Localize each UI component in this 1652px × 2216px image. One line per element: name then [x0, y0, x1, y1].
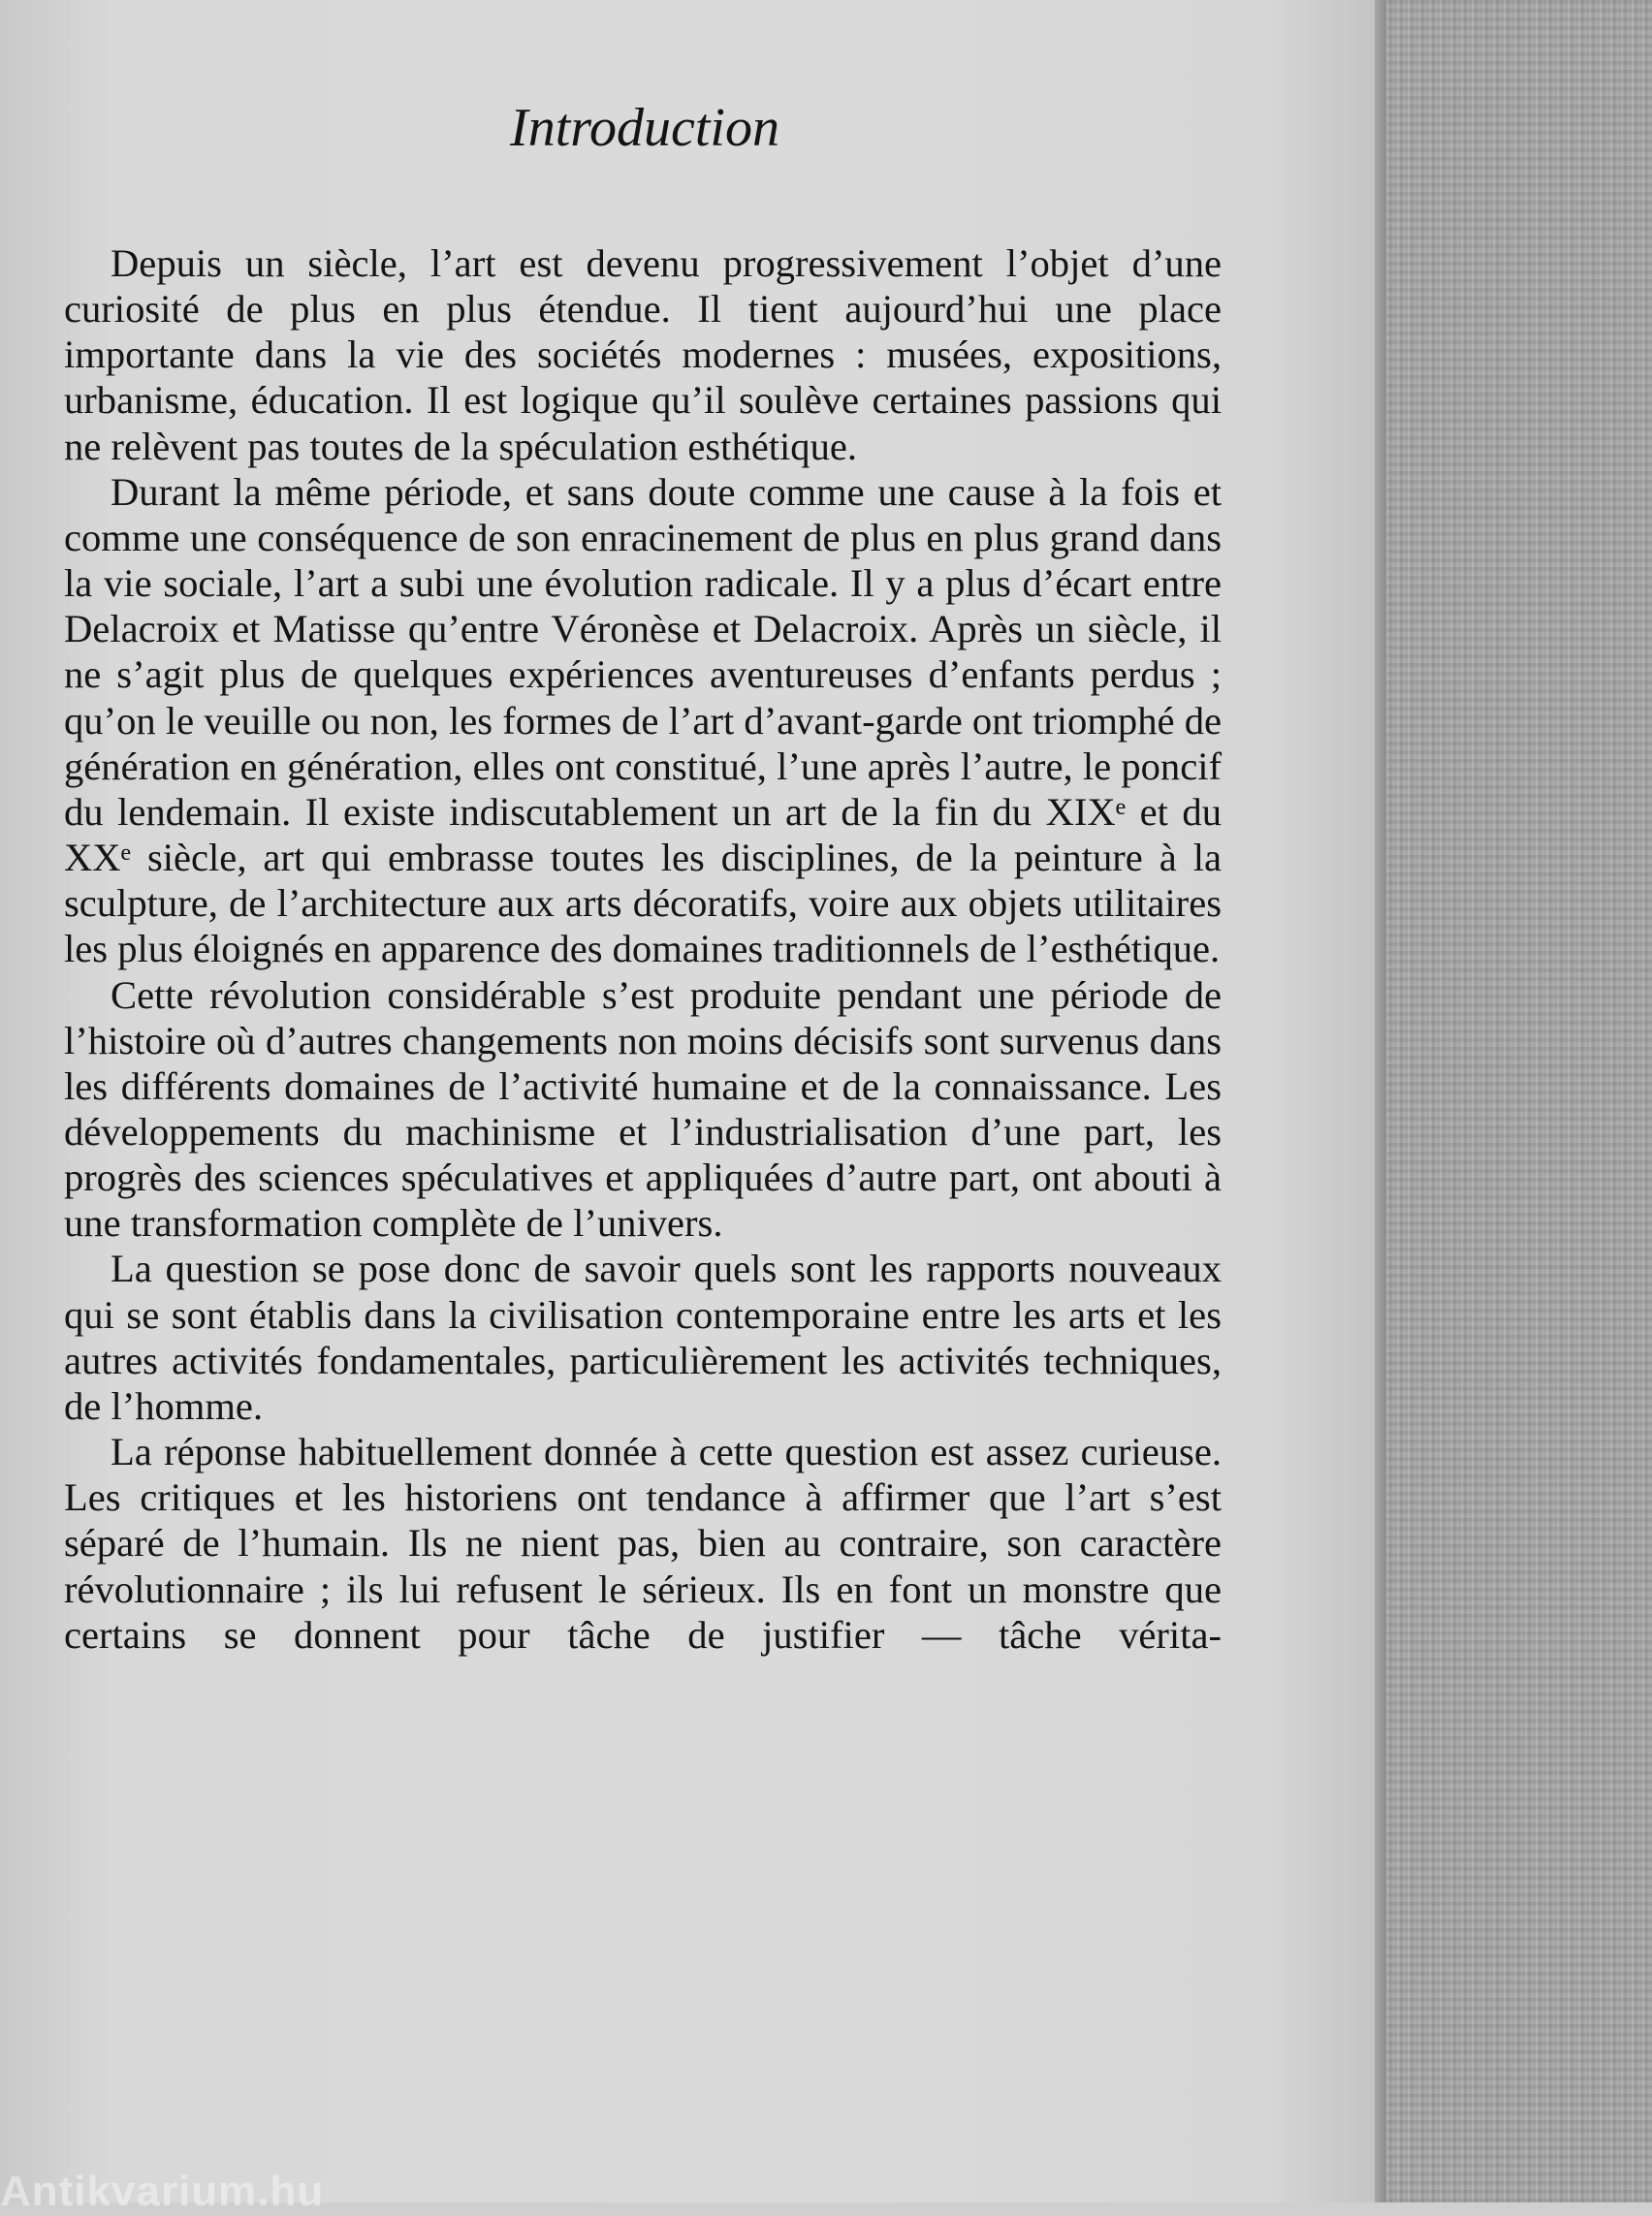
background-surface — [1386, 0, 1652, 2202]
page-edge — [1375, 0, 1386, 2202]
paragraph-1: Depuis un siècle, l’art est devenu progressivement l’objet d’une curiosité de plus en plus étendue. Il tient aujourd’hui une place importante dans la vie des sociétés modernes : musées, expositions, urbanisme, éducation. Il est logique qu’il soulève certaines passions qui ne relèvent pas toutes de la spéculation esthétique. — [64, 241, 1222, 468]
paragraph-2: Durant la même période, et sans doute comme une cause à la fois et comme une conséquence de son enracinement de plus en plus grand dans la vie sociale, l’art a subi une évolution radicale. Il y a plus d’écart entre Delacroix et Matisse qu’entre Véronèse et Delacroix. Après un siècle, il ne s’agit plus de quelques expériences aventureuses d’enfants perdus ; qu’on le veuille ou non, les formes de l’art d’avant-garde ont triomphé de génération en génération, elles ont constitué, l’une après l’autre, le poncif du lendemain. Il existe indiscutablement un art de la fin du XIXᵉ et du XXᵉ siècle, art qui embrasse toutes les disciplines, de la peinture à la sculpture, de l’architecture aux arts décoratifs, voire aux objets utilitaires les plus éloignés en apparence des domaines traditionnels de l’esthétique. — [64, 469, 1222, 971]
paragraph-5: La réponse habituellement donnée à cette question est assez curieuse. Les critiques et les historiens ont tendance à affirmer que l’art s’est séparé de l’humain. Ils ne nient pas, bien au contraire, son caractère révolutionnaire ; ils lui refusent le sérieux. Ils en font un monstre que certains se donnent pour tâche de justifier — tâche vérita- — [64, 1430, 1222, 1657]
paragraph-3: Cette révolution considérable s’est produite pendant une période de l’histoire où d’autres changements non moins décisifs sont survenus dans les différents domaines de l’activité humaine et de la connaissance. Les développements du machinisme et l’industrialisation d’une part, les progrès des sciences spéculatives et appliquées d’autre part, ont abouti à une transformation complète de l’univers. — [64, 972, 1222, 1246]
paragraph-4: La question se pose donc de savoir quels sont les rapports nouveaux qui se sont établis dans la civilisation contemporaine entre les arts et les autres activités fondamentales, particulièrement les activités techniques, de l’homme. — [64, 1247, 1222, 1428]
chapter-title: Introduction — [510, 98, 779, 158]
body-text — [64, 240, 1222, 1658]
watermark: Antikvarium.hu — [0, 2168, 325, 2215]
